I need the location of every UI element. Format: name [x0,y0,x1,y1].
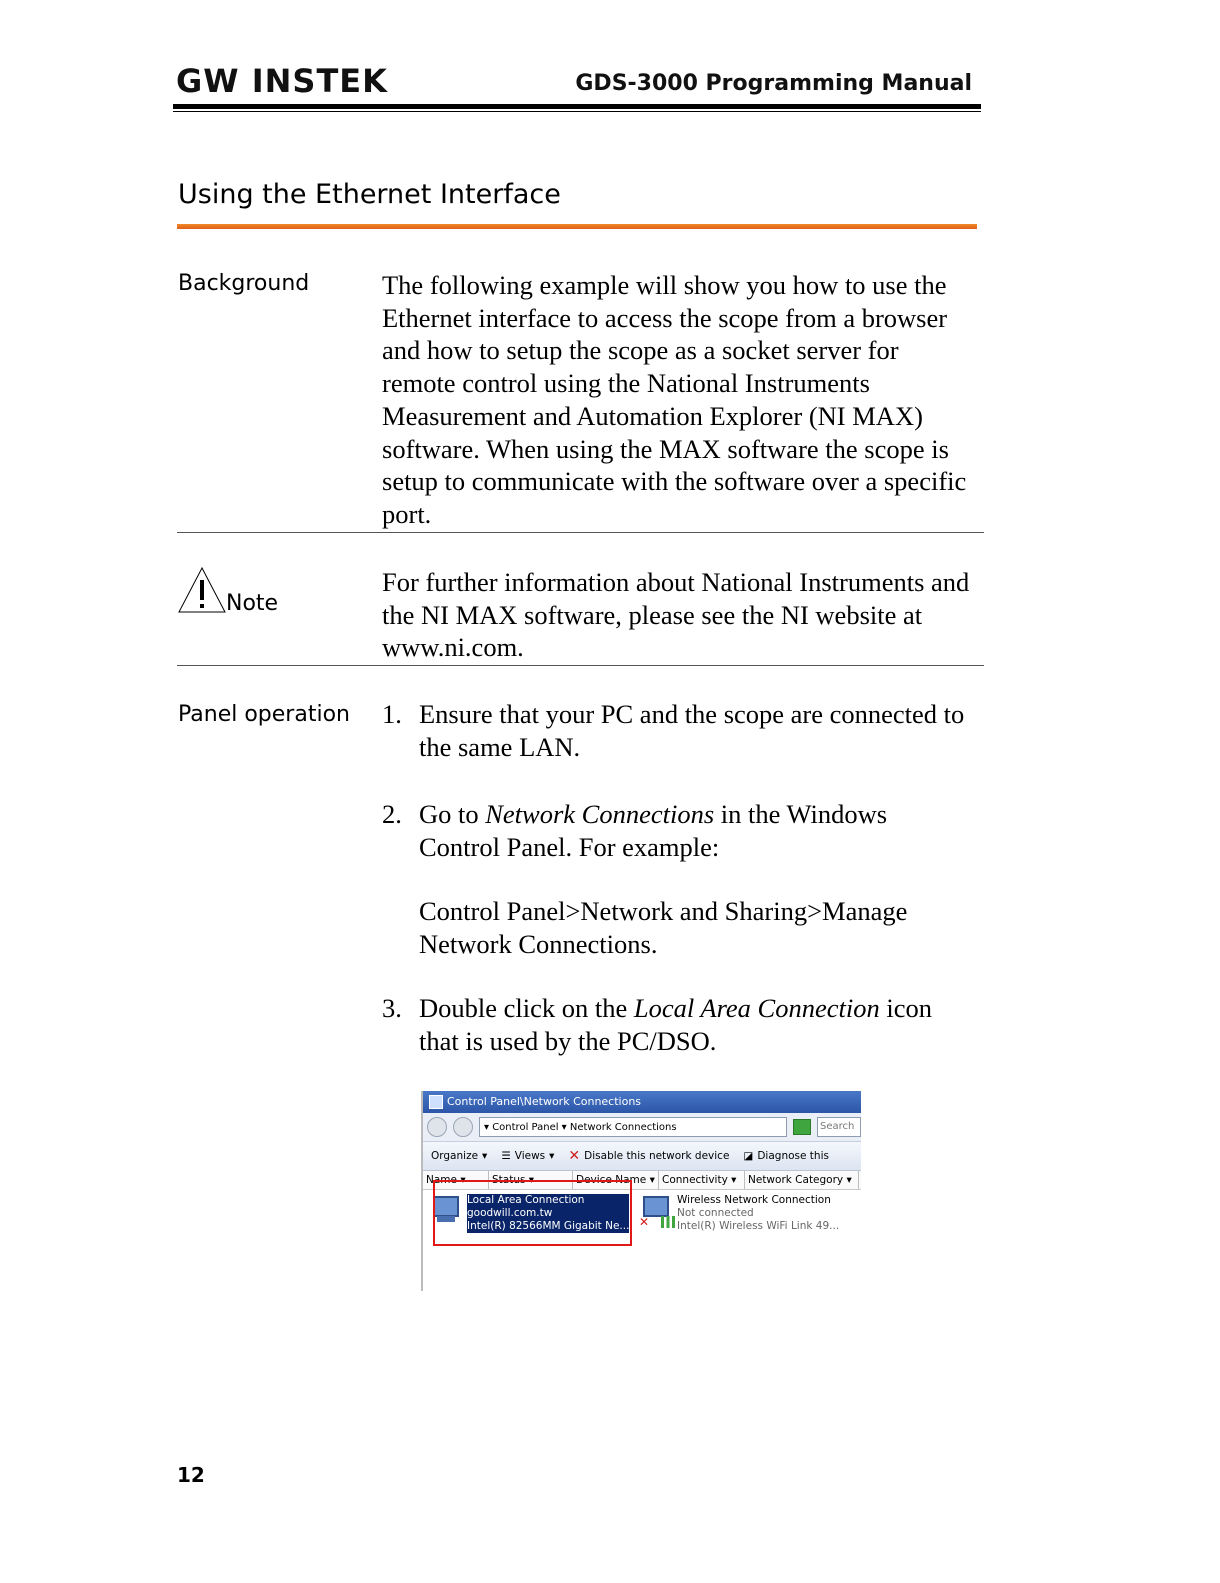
refresh-icon[interactable] [793,1119,811,1135]
column-status[interactable]: Status ▾ [489,1171,573,1189]
forward-icon[interactable] [453,1117,473,1137]
folder-icon [429,1095,443,1109]
window-title-bar [423,1091,861,1113]
signal-icon [661,1216,675,1228]
wireless-computer-icon [639,1194,671,1229]
views-icon: ☰ [501,1150,511,1162]
highlight-box [433,1180,632,1246]
diagnose-icon: ◪ [743,1150,754,1162]
window-title: Control Panel\Network Connections [447,1095,642,1108]
step-3 [382,992,972,1057]
wireless-network-connection-item[interactable]: ✕ Wireless Network Connection Not connected Intel(R) Wireless WiFi Link 49... [639,1194,840,1232]
disconnected-icon: ✕ [639,1215,650,1229]
row-divider [177,532,984,533]
background-text: The following example will show you how to use the Ethernet interface to access the scope from a browser and how to setup the scope as a socket server for remote control using the National Instruments Measurement and Automation Explorer (NI MAX) software. When using the MAX software the scope is setup to communicate with the software over a specific port. [382,270,967,529]
address-field[interactable]: ▾ Control Panel ▾ Network Connections [479,1117,787,1137]
warning-icon [177,566,227,614]
step-2 [382,798,972,961]
back-icon[interactable] [427,1117,447,1137]
header-rule-thin [173,111,981,112]
header-rule [173,104,981,109]
close-icon: ✕ [568,1148,581,1164]
organize-button[interactable]: Organize ▾ [431,1150,488,1162]
local-area-connection-item[interactable]: Local Area Connection goodwill.com.tw Intel(R) 82566MM Gigabit Ne... [429,1194,629,1233]
note-label: Note [226,591,279,616]
section-title: Using the Ethernet Interface [178,179,561,210]
network-connections-term: Network Connections [485,799,715,829]
step-number: 3. [382,993,402,1023]
column-connectivity[interactable]: Connectivity ▾ [659,1171,745,1189]
row-divider [177,665,984,666]
column-device-name[interactable]: Device Name ▾ [573,1171,659,1189]
step-text: Go to Network Connections in the Windows Control Panel. For example: [419,799,888,862]
step-number: 2. [382,799,402,829]
panel-operation-label: Panel operation [178,702,350,727]
section-rule [177,224,977,229]
local-area-connection-term: Local Area Connection [633,993,880,1023]
control-panel-path: Control Panel>Network and Sharing>Manage Network Connections. [419,896,908,960]
background-label: Background [178,271,310,296]
step-number: 1. [382,699,402,729]
diagnose-button[interactable]: ◪ Diagnose this [743,1150,829,1162]
search-input[interactable]: Search [817,1117,861,1137]
toolbar [423,1142,861,1171]
page-number: 12 [177,1463,205,1487]
step-1 [382,698,972,763]
manual-title: GDS-3000 Programming Manual [575,71,972,96]
note-text: For further information about National Instruments and the NI MAX software, please see the NI website at www.ni.com. [382,567,970,663]
column-network-category[interactable]: Network Category ▾ [745,1171,859,1189]
address-bar [423,1113,861,1142]
views-button[interactable]: ☰ Views ▾ [501,1150,555,1162]
disable-device-button[interactable]: ✕ Disable this network device [568,1148,730,1164]
step-text: Ensure that your PC and the scope are connected to the same LAN. [419,699,965,762]
gw-instek-logo: GW INSTEK [176,62,388,100]
column-name[interactable]: Name ▾ [423,1171,489,1189]
step-text: Double click on the Local Area Connection icon that is used by the PC/DSO. [419,993,932,1056]
